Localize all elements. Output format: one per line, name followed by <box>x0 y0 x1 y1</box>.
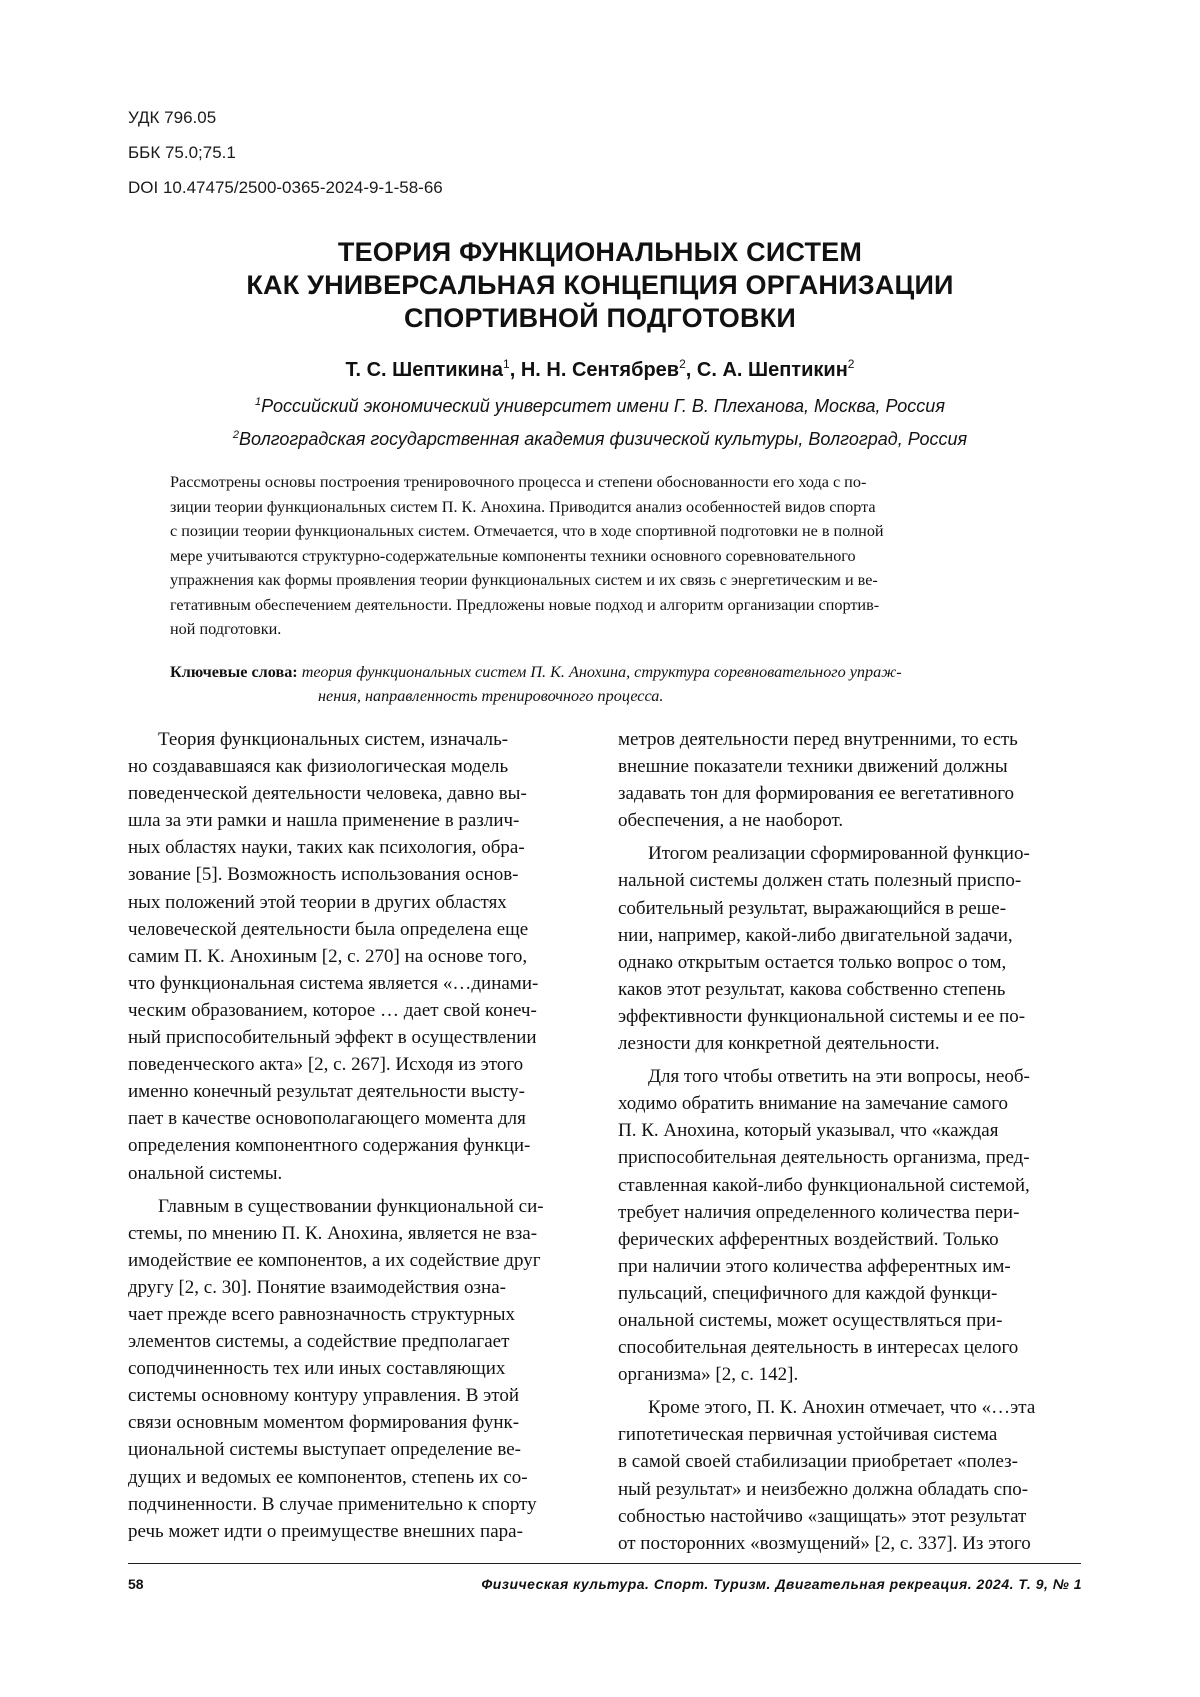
body-text-line: имодействие ее компонентов, а их содействие друг <box>128 1249 541 1271</box>
keywords-text: теория функциональных систем П. К. Анохина, структура соревновательного упраж- <box>301 663 902 681</box>
body-text-line: соподчиненность тех или иных составляющих <box>128 1358 506 1380</box>
body-text-line: определения компонентного содержания функци- <box>128 1135 531 1157</box>
body-column-right <box>618 726 1083 1557</box>
abstract-line: упражнения как формы проявления теории функциональных систем и их связь с энергетическим и ве- <box>170 571 878 589</box>
body-text-line: ферических афферентных воздействий. Только <box>618 1228 999 1250</box>
body-text-line: однако открытым остается только вопрос о том, <box>618 951 1007 973</box>
body-text-line: нальной системы должен стать полезный приспо- <box>618 870 1022 892</box>
keywords <box>170 660 1064 708</box>
body-text-line: ональной системы. <box>128 1162 283 1184</box>
author-affil-sup: 1 <box>503 357 510 371</box>
body-text-line: от посторонних «возмущений» [2, с. 337]. Из этого <box>618 1532 1031 1554</box>
body-text-line: другу [2, с. 30]. Понятие взаимодействия озна- <box>128 1276 506 1298</box>
body-text-line: гипотетическая первичная устойчивая система <box>618 1424 998 1446</box>
body-text-line: подчиненности. В случае применительно к спорту <box>128 1493 537 1515</box>
affiliation-text: Волгоградская государственная академия физической культуры, Волгоград, Россия <box>238 429 968 449</box>
body-text-line: Теория функциональных систем, изначаль- <box>158 729 509 750</box>
affiliation-1 <box>0 396 1200 417</box>
article-title <box>0 236 1200 335</box>
body-text-line: элементов системы, а содействие предполагает <box>128 1331 510 1353</box>
body-text-line: обеспечения, а не наоборот. <box>618 810 844 832</box>
body-text-line: стемы, по мнению П. К. Анохина, является не вза- <box>128 1222 538 1244</box>
abstract-line: зиции теории функциональных систем П. К. Анохина. Приводится анализ особенностей видов спорта <box>170 497 876 516</box>
affiliation-text: Российский экономический университет имени Г. В. Плеханова, Москва, Россия <box>261 396 945 416</box>
body-text-line: в самой своей стабилизации приобретает «полез- <box>618 1451 1018 1473</box>
bbk-code: ББК 75.0;75.1 <box>128 143 236 162</box>
body-text-line: требует наличия определенного количества пери- <box>618 1201 1020 1223</box>
affiliation-sup: 1 <box>255 396 262 408</box>
body-text-line: способительная деятельность в интересах целого <box>618 1337 1019 1359</box>
body-text-line: пульсаций, специфичного для каждой функци- <box>618 1282 998 1304</box>
body-text-line: ходимо обратить внимание на замечание самого <box>618 1093 1009 1115</box>
keywords-label: Ключевые слова: <box>170 663 298 681</box>
body-text-line: речь может идти о преимуществе внешних пара- <box>128 1520 523 1542</box>
body-text-line: эффективности функциональной системы и ее по- <box>618 1005 1026 1027</box>
body-text-line: ный приспособительный эффект в осуществлении <box>128 1027 537 1049</box>
abstract-line: Рассмотрены основы построения тренировочного процесса и степени обоснованности его хода с по- <box>170 473 867 491</box>
body-text-line: что функциональная система является «…динами- <box>128 972 539 994</box>
abstract-line: ной подготовки. <box>170 620 282 638</box>
body-text-line: Главным в существовании функциональной си- <box>158 1195 544 1217</box>
body-text-line: ных положений этой теории в других областях <box>128 891 507 913</box>
body-text-line: каков этот результат, какова собственно степень <box>618 978 1006 1000</box>
keywords-text-continued: нения, направленность тренировочного процесса. <box>318 687 664 705</box>
body-text-line: ставленная какой-либо функциональной системой, <box>618 1174 1030 1196</box>
body-text-line: организма» [2, с. 142]. <box>618 1364 799 1386</box>
title-line: КАК УНИВЕРСАЛЬНАЯ КОНЦЕПЦИЯ ОРГАНИЗАЦИИ <box>246 270 954 300</box>
body-text-line: приспособительная деятельность организма, пред- <box>618 1147 1030 1169</box>
body-text-line: но создававшаяся как физиологическая модель <box>128 756 509 778</box>
affiliation-2 <box>0 429 1200 450</box>
author-name: Н. Н. Сентябрев <box>520 359 680 381</box>
body-text-line: ный результат» и неизбежно должна обладать спо- <box>618 1478 1029 1500</box>
title-line: ТЕОРИЯ ФУНКЦИОНАЛЬНЫХ СИСТЕМ <box>337 237 863 267</box>
body-text-line: лезности для конкретной деятельности. <box>618 1033 940 1055</box>
authors-line <box>0 357 1200 382</box>
author-affil-sup: 2 <box>679 357 686 371</box>
udk-code: УДК 796.05 <box>128 108 217 127</box>
body-text-line: шла за эти рамки и нашла применение в различ- <box>128 810 520 832</box>
body-text-line: Кроме этого, П. К. Анохин отмечает, что «…эта <box>648 1397 1036 1419</box>
author-name: С. А. Шептикин <box>696 359 848 381</box>
body-text-line: при наличии этого количества афферентных им- <box>618 1255 1011 1277</box>
body-text-line: собностью настойчиво «защищать» этот результат <box>618 1505 1027 1527</box>
body-text-line: зование [5]. Возможность использования основ- <box>128 864 519 886</box>
body-text-line: внешние показатели техники движений должны <box>618 756 1008 778</box>
body-column-left <box>128 726 593 1545</box>
body-text-line: циональной системы выступает определение ве- <box>128 1439 521 1461</box>
journal-citation: Физическая культура. Спорт. Туризм. Двигательная рекреация. 2024. Т. 9, № 1 <box>481 1576 1082 1592</box>
body-text-line: системы основному контуру управления. В этой <box>128 1385 520 1407</box>
body-text-line: Для того чтобы ответить на эти вопросы, необ- <box>648 1066 1030 1088</box>
body-text-line: дущих и ведомых ее компонентов, степень их со- <box>128 1466 528 1488</box>
body-text-line: ных областях науки, таких как психология, обра- <box>128 837 525 859</box>
abstract-line: гетативным обеспечением деятельности. Предложены новые подход и алгоритм организации спортив- <box>170 595 880 614</box>
title-line: СПОРТИВНОЙ ПОДГОТОВКИ <box>403 303 796 333</box>
author-separator: , <box>685 359 697 381</box>
author-affil-sup: 2 <box>847 357 855 371</box>
body-text-line: именно конечный результат деятельности высту- <box>128 1081 525 1103</box>
body-text-line: поведенческого акта» [2, с. 267]. Исходя из этого <box>128 1054 524 1076</box>
abstract-line: с позиции теории функциональных систем. Отмечается, что в ходе спортивной подготовки не в полной <box>170 522 884 540</box>
body-text-line: нии, например, какой-либо двигательной задачи, <box>618 924 1013 946</box>
body-text-line: ческим образованием, которое … дает свой конеч- <box>128 999 537 1021</box>
body-text-line: ональной системы, может осуществляться при- <box>618 1309 1003 1331</box>
body-text-line: человеческой деятельности была определена еще <box>128 918 529 940</box>
body-text-line: чает прежде всего равнозначность структурных <box>128 1303 516 1325</box>
author-separator: , <box>509 359 521 381</box>
affiliation-sup: 2 <box>232 429 239 441</box>
body-text-line: поведенческой деятельности человека, давно вы- <box>128 783 527 805</box>
author-name: Т. С. Шептикина <box>345 359 504 381</box>
abstract-line: мере учитываются структурно-содержательные компоненты техники основного соревновательного <box>170 546 856 565</box>
doi-code: DOI 10.47475/2500-0365-2024-9-1-58-66 <box>128 178 443 197</box>
body-text-line: пает в качестве основополагающего момента для <box>128 1108 526 1130</box>
body-text-line: собительный результат, выражающийся в реше- <box>618 897 1007 919</box>
abstract <box>170 470 1064 642</box>
body-text-line: метров деятельности перед внутренними, то есть <box>618 729 1018 750</box>
body-text-line: связи основным моментом формирования функ- <box>128 1412 520 1434</box>
body-text-line: П. К. Анохина, который указывал, что «каждая <box>618 1120 999 1142</box>
footer-divider <box>128 1563 1081 1564</box>
body-text-line: задавать тон для формирования ее вегетативного <box>618 783 1015 805</box>
page-number: 58 <box>128 1576 144 1592</box>
body-text-line: Итогом реализации сформированной функцио- <box>648 843 1030 865</box>
body-text-line: самим П. К. Анохиным [2, с. 270] на основе того, <box>128 945 528 967</box>
